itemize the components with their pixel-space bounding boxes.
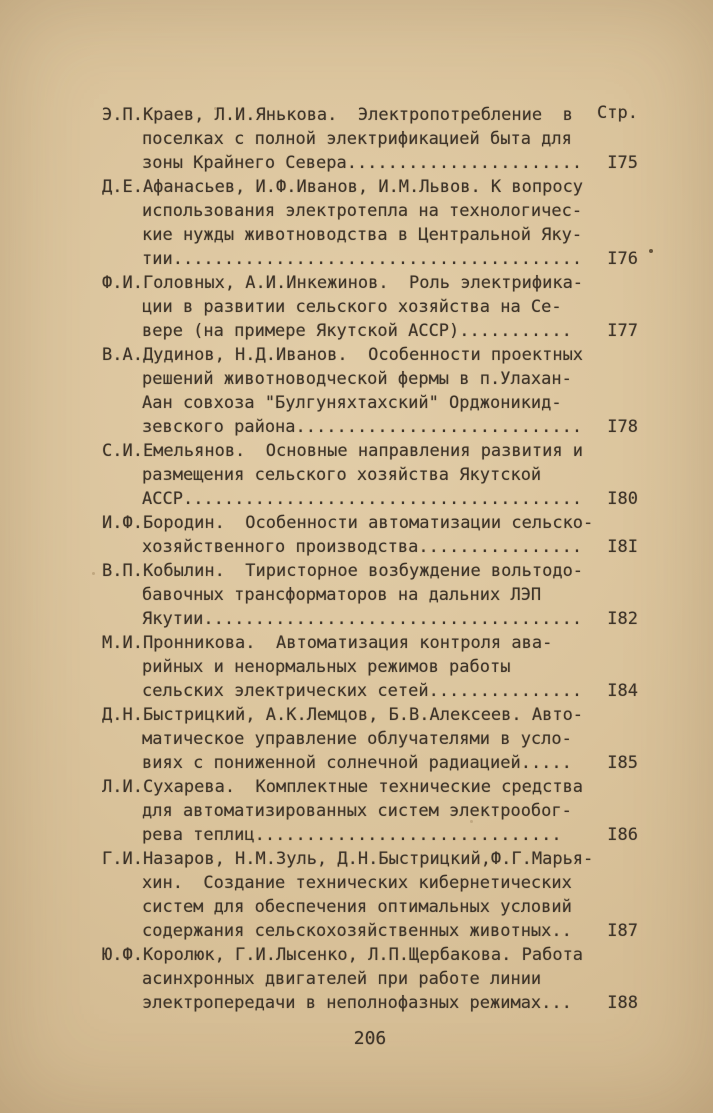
toc-line-text: тии: [142, 249, 173, 269]
toc-content: [102, 83, 638, 1050]
toc-line: хин. Создание технических кибернетических: [142, 873, 572, 893]
toc-line: И.Ф.Бородин. Особенности автоматизации сельско-: [102, 513, 594, 533]
toc-line: использования электротепла на технологичес-: [142, 201, 583, 221]
toc-line-text: АССР: [142, 489, 183, 509]
dot-leader: .......................................: [182, 489, 583, 509]
toc-line-text: хозяйственного производства: [142, 537, 419, 557]
toc-line: Э.П.Краев, Л.И.Янькова. Электропотребление в: [102, 105, 573, 125]
toc-line-with-page: [102, 151, 638, 175]
footer-page-number: 206: [353, 1028, 387, 1049]
toc-entry: [102, 847, 638, 943]
page-footer: [102, 1028, 638, 1050]
toc-line-text: зоны Крайнего Севера: [142, 153, 347, 173]
page-number: I87: [607, 921, 638, 941]
toc-entry: [102, 943, 638, 1015]
toc-line: систем для обеспечения оптимальных условий: [142, 897, 572, 917]
toc-entries: [102, 103, 638, 1015]
dot-leader: ...: [541, 993, 572, 1013]
toc-line: матическое управление облучателями в усло-: [142, 729, 572, 749]
dot-leader: ..............................: [254, 825, 562, 845]
toc-line-with-page: [102, 487, 638, 511]
page-column-header: Стр.: [597, 103, 638, 123]
toc-line: Г.И.Назаров, Н.М.Зуль, Д.Н.Быстрицкий,Ф.Г.Марья-: [102, 849, 594, 869]
dot-leader: .......................: [346, 153, 583, 173]
dot-leader: ............................: [295, 417, 583, 437]
toc-line: Д.Е.Афанасьев, И.Ф.Иванов, И.М.Львов. К вопросу: [102, 177, 584, 197]
toc-line-text: Якутии: [142, 609, 204, 629]
page-number: I84: [607, 681, 638, 701]
paper-speck: [649, 249, 653, 253]
toc-line-text: виях с пониженной солнечной радиацией: [142, 753, 521, 773]
page-number: I88: [607, 993, 638, 1013]
toc-line-text: вере (на примере Якутской АССР): [142, 321, 460, 341]
toc-line-with-page: [102, 751, 638, 775]
toc-line-text: электропередачи в неполнофазных режимах: [142, 993, 542, 1013]
toc-line: рийных и ненормальных режимов работы: [142, 657, 511, 677]
toc-line: для автоматизированных систем электрообог-: [142, 801, 572, 821]
toc-line: Л.И.Сухарева. Комплектные технические средства: [102, 777, 584, 797]
toc-line: Аан совхоза "Булгуняхтахский" Орджоникид-: [142, 393, 562, 413]
toc-line-with-page: [102, 919, 638, 943]
toc-line: решений животноводческой фермы в п.Улахан-: [142, 369, 572, 389]
dot-leader: ................: [418, 537, 583, 557]
toc-line-with-page: [102, 991, 638, 1015]
dot-leader: ...............: [428, 681, 583, 701]
toc-entry: [102, 631, 638, 703]
toc-entry: [102, 511, 638, 559]
paper-speck: [92, 572, 95, 575]
toc-line-with-page: [102, 823, 638, 847]
toc-line: Д.Н.Быстрицкий, А.К.Лемцов, Б.В.Алексеев. Авто-: [102, 705, 584, 725]
page-number: I86: [607, 825, 638, 845]
toc-line-with-page: [102, 535, 638, 559]
page-number: I75: [607, 153, 638, 173]
toc-entry: [102, 775, 638, 847]
toc-line: поселках с полной электрификацией быта для: [142, 129, 572, 149]
page-number: I80: [607, 489, 638, 509]
toc-entry: [102, 271, 638, 343]
toc-line: В.А.Дудинов, Н.Д.Иванов. Особенности проектных: [102, 345, 584, 365]
dot-leader: ..: [551, 921, 572, 941]
dot-leader: .....: [520, 753, 572, 773]
toc-entry: [102, 559, 638, 631]
toc-line: ции в развитии сельского хозяйства на Се-: [142, 297, 562, 317]
toc-line-text: сельских электрических сетей: [142, 681, 429, 701]
toc-line-with-page: [102, 415, 638, 439]
toc-line-text: рева теплиц: [142, 825, 255, 845]
page-number: I85: [607, 753, 638, 773]
toc-line-text: зевского района: [142, 417, 296, 437]
toc-line: бавочных трансформаторов на дальних ЛЭП: [142, 585, 542, 605]
toc-line: кие нужды животноводства в Центральной Яку-: [142, 225, 583, 245]
toc-line-with-page: [102, 607, 638, 631]
toc-line: С.И.Емельянов. Основные направления развития и: [102, 441, 584, 461]
page-number: I8I: [607, 537, 638, 557]
toc-line: размещения сельского хозяйства Якутской: [142, 465, 542, 485]
toc-entry: [102, 175, 638, 271]
toc-line: Ю.Ф.Королюк, Г.И.Лысенко, Л.П.Щербакова. Работа: [102, 945, 584, 965]
toc-line-with-page: [102, 247, 638, 271]
page-number: I77: [607, 321, 638, 341]
dot-leader: .....................................: [203, 609, 583, 629]
page-number: I78: [607, 417, 638, 437]
toc-line-with-page: [102, 679, 638, 703]
page-number: I76: [607, 249, 638, 269]
dot-leader: ...........: [459, 321, 572, 341]
toc-entry: [102, 439, 638, 511]
toc-line: М.И.Пронникова. Автоматизация контроля ава-: [102, 633, 553, 653]
toc-line-text: содержания сельскохозяйственных животных: [142, 921, 552, 941]
toc-entry: [102, 103, 638, 175]
dot-leader: ........................................: [172, 249, 583, 269]
page-number: I82: [607, 609, 638, 629]
toc-line: В.П.Кобылин. Тиристорное возбуждение вольтодо-: [102, 561, 584, 581]
toc-entry: [102, 343, 638, 439]
toc-line: Ф.И.Головных, А.И.Инкежинов. Роль электрифика-: [102, 273, 584, 293]
toc-entry: [102, 703, 638, 775]
toc-line-with-page: [102, 319, 638, 343]
toc-line: асинхронных двигателей при работе линии: [142, 969, 542, 989]
